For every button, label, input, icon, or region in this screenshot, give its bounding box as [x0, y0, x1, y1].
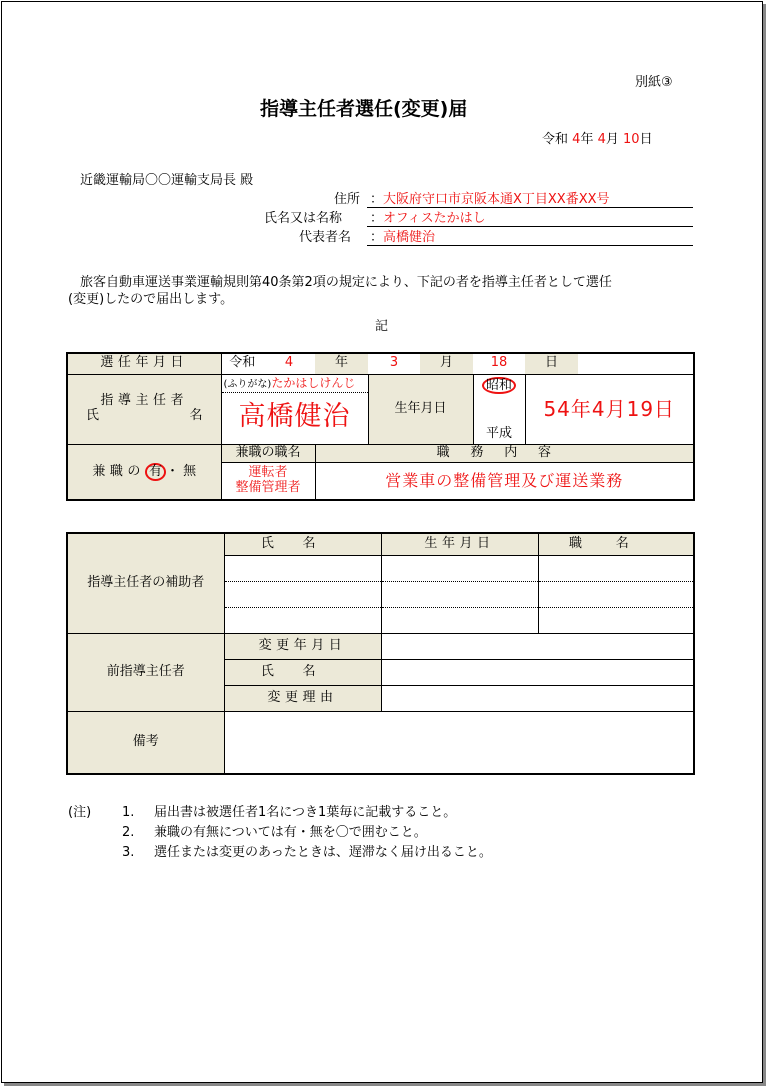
addressee: 近畿運輸局〇〇運輸支局長 殿 — [80, 173, 254, 188]
note-text-2: 兼職の有無については有・無を〇で囲むこと。 — [154, 825, 427, 840]
furigana-row — [222, 375, 368, 394]
prev-name-value[interactable] — [381, 659, 694, 685]
note-num-2: 2. — [122, 825, 135, 840]
rep-label: 代表者名 — [299, 230, 352, 245]
rep-value: 高橋健治 — [383, 230, 436, 245]
assistant-title-2[interactable] — [538, 581, 694, 607]
change-date-value[interactable] — [381, 633, 694, 659]
birth-label: 生年月日 — [368, 374, 473, 444]
heisei-label: 平成 — [485, 425, 512, 441]
duties-value: 営業車の整備管理及び運送業務 — [315, 462, 694, 500]
body-text-line1: 旅客自動車運送事業運輸規則第40条第2項の規定により、下記の者を指導主任者として選任 — [80, 275, 612, 290]
assistant-birth-2[interactable] — [381, 581, 538, 607]
date-year-unit: 年 — [580, 132, 594, 147]
name-value: オフィスたかはし — [383, 211, 486, 226]
address-underline — [367, 207, 693, 208]
name-cell — [221, 374, 368, 444]
col-birth-header: 生年月日 — [381, 533, 538, 555]
notes-label: (注) — [68, 805, 92, 820]
address-value: 大阪府守口市京阪本通X丁目XX番XX号 — [383, 192, 610, 207]
note-num-1: 1. — [122, 805, 135, 820]
date-day-unit: 日 — [639, 132, 653, 147]
select-date-month-unit: 月 — [420, 353, 473, 374]
duties-header: 職務内容 — [315, 444, 694, 462]
address-label: 住所 — [334, 192, 361, 207]
side-job-title-cell — [221, 462, 315, 500]
assistant-label: 指導主任者の補助者 — [67, 533, 224, 633]
name-header-line2 — [68, 409, 221, 424]
showa-circled: 昭和 — [482, 377, 516, 395]
date-month: 4 — [597, 132, 606, 147]
date-year: 4 — [572, 132, 581, 147]
assistant-name-3[interactable] — [224, 607, 381, 633]
change-reason-label: 変更理由 — [224, 685, 381, 711]
date-era: 令和 — [542, 132, 569, 147]
side-job-cell — [67, 444, 221, 500]
name-header-shi: 氏 — [86, 408, 100, 423]
note-text-3: 選任または変更のあったときは、遅滞なく届け出ること。 — [154, 845, 492, 860]
change-reason-value[interactable] — [381, 685, 694, 711]
select-date-day: 18 — [473, 353, 525, 374]
colon: ： — [370, 211, 384, 226]
select-date-year: 4 — [263, 353, 315, 374]
side-job-sep: ・ — [166, 463, 180, 479]
name-underline — [367, 226, 693, 227]
select-date-month: 3 — [368, 353, 420, 374]
remarks-value[interactable] — [224, 711, 694, 774]
colon: ： — [370, 230, 384, 245]
note-text-1: 届出書は被選任者1名につき1葉毎に記載すること。 — [154, 805, 457, 820]
select-date-era: 令和 — [221, 353, 263, 374]
era-cell — [473, 374, 525, 444]
side-job-yes-circled: 有 — [145, 463, 166, 481]
note-num-3: 3. — [122, 845, 135, 860]
name-header-mei: 名 — [189, 408, 203, 423]
birth-date: 54年4月19日 — [525, 374, 694, 444]
select-date-day-unit: 日 — [525, 353, 578, 374]
side-job-title-2: 整備管理者 — [235, 479, 301, 495]
col-name-header: 氏名 — [224, 533, 381, 555]
ki-label: 記 — [375, 319, 389, 334]
assistant-birth-1[interactable] — [381, 555, 538, 581]
body-text-line2: (変更)したので届出します。 — [68, 292, 234, 307]
col-title-header: 職名 — [538, 533, 694, 555]
select-date-year-unit: 年 — [315, 353, 368, 374]
change-date-label: 変更年月日 — [224, 633, 381, 659]
furigana-value: たかはしけんじ — [271, 375, 356, 390]
select-date-label: 選任年月日 — [67, 353, 221, 374]
prev-name-label: 氏名 — [224, 659, 381, 685]
name-header-line1: 指導主任者 — [100, 393, 189, 409]
furigana-label: (ふりがな) — [223, 378, 272, 390]
rep-underline — [367, 245, 693, 246]
main-table — [66, 352, 695, 501]
attachment-label: 別紙③ — [635, 75, 673, 90]
assistant-birth-3[interactable] — [381, 607, 538, 633]
second-table — [66, 532, 695, 775]
assistant-name-2[interactable] — [224, 581, 381, 607]
form-title: 指導主任者選任(変更)届 — [260, 98, 468, 120]
form-page — [1, 1, 763, 1083]
side-job-prefix: 兼職の — [92, 463, 145, 479]
assistant-title-1[interactable] — [538, 555, 694, 581]
name-label: 氏名又は名称 — [264, 211, 343, 226]
prev-manager-label: 前指導主任者 — [67, 633, 224, 711]
side-job-title-1: 運転者 — [248, 464, 288, 480]
colon: ： — [370, 192, 384, 207]
side-job-no: 無 — [183, 463, 197, 479]
side-job-title-header: 兼職の職名 — [221, 444, 315, 462]
remarks-label: 備考 — [67, 711, 224, 774]
date-month-unit: 月 — [605, 132, 619, 147]
assistant-title-3[interactable] — [538, 607, 694, 633]
date-day: 10 — [623, 132, 640, 147]
assistant-name-1[interactable] — [224, 555, 381, 581]
select-date-blank — [578, 353, 694, 374]
submission-date — [542, 133, 653, 146]
name-header-cell — [67, 374, 221, 444]
applicant-name: 高橋健治 — [238, 401, 351, 433]
